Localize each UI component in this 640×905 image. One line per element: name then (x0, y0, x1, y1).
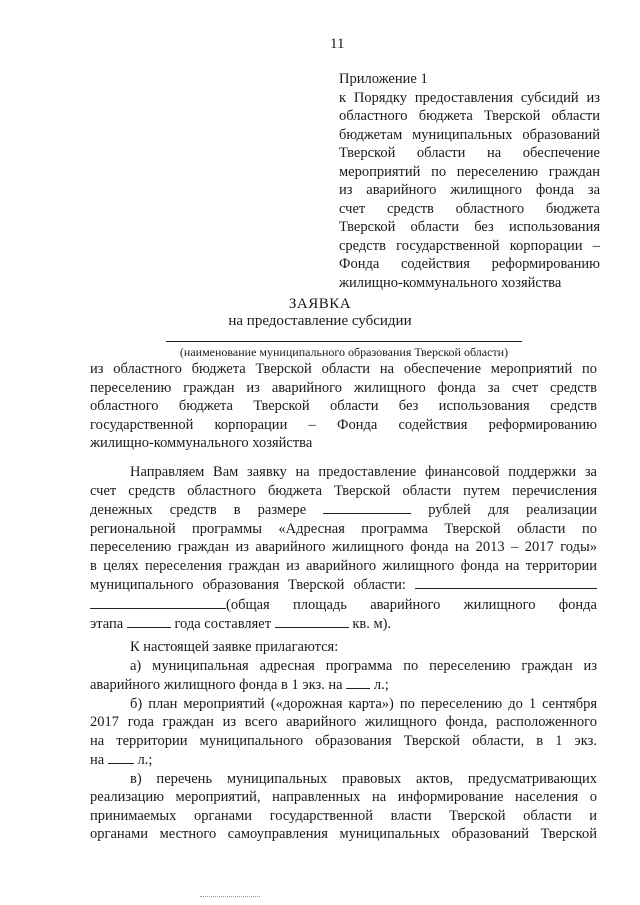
text-line: переселению граждан из аварийного жилищного фонда за счет средств (90, 379, 597, 396)
appendix-header (339, 70, 600, 292)
text-line: Направляем Вам заявку на предоставление финансовой поддержки за (130, 464, 597, 480)
text-fragment: (общая площадь аварийного жилищного фонда (226, 596, 597, 613)
text-line: переселению граждан из аварийного жилищного фонда на 2013 – 2017 годы» (90, 539, 597, 555)
text-fragment: денежных средств в размере (90, 502, 307, 518)
text-fragment: л.; (137, 752, 153, 768)
text-fragment: кв. м). (352, 616, 392, 632)
appendix-line: из аварийного жилищного фонда за (339, 182, 600, 198)
request-paragraph (90, 463, 597, 634)
appendix-line: Приложение 1 (339, 71, 428, 87)
text-line: 2017 года граждан из всего аварийного жилищного фонда, расположенного (90, 714, 597, 730)
intro-paragraph (90, 360, 597, 453)
text-line: реализацию мероприятий, направленных на информирование населения о (90, 789, 597, 805)
sheets-blank[interactable] (346, 675, 370, 689)
amount-blank[interactable] (323, 500, 411, 514)
text-line (90, 614, 597, 634)
text-line (90, 500, 597, 520)
area-blank[interactable] (275, 614, 349, 628)
text-line: органами местного самоуправления муниципальных образований Тверской (90, 826, 597, 842)
text-line: в целях переселения граждан из аварийного жилищного фонда на территории (90, 557, 597, 574)
text-fragment: муниципального образования Тверской области: (90, 577, 406, 593)
attachments-section (90, 638, 597, 844)
text-fragment: рублей для реализации (428, 502, 597, 518)
municipality-name-blank[interactable] (166, 341, 522, 342)
text-line: принимаемых органами государственной власти Тверской области и (90, 807, 597, 824)
text-fragment: на (90, 752, 105, 768)
stage-blank[interactable] (127, 614, 171, 628)
scan-artifact (200, 896, 260, 897)
page-number: 11 (330, 36, 345, 52)
municipality-blank[interactable] (415, 575, 597, 589)
text-fragment: этапа (90, 616, 124, 632)
blank-caption: (наименование муниципального образования Тверской области) (179, 345, 509, 359)
appendix-line: Тверской области на обеспечение (339, 145, 600, 161)
text-line: счет средств областного бюджета Тверской области путем перечисления (90, 482, 597, 499)
text-line: в) перечень муниципальных правовых актов, предусматривающих (130, 770, 597, 787)
appendix-line: жилищно-коммунального хозяйства (339, 274, 562, 291)
text-line: областного бюджета Тверской области без использования средств (90, 398, 597, 414)
appendix-line: областного бюджета Тверской области (339, 108, 600, 124)
appendix-line: средств государственной корпорации – (339, 237, 600, 254)
text-line: б) план мероприятий («дорожная карта») по переселению до 1 сентября (130, 695, 597, 712)
document-title: ЗАЯВКА (288, 296, 352, 312)
text-line (90, 675, 597, 695)
text-line: из областного бюджета Тверской области на обеспечение мероприятий по (90, 361, 597, 377)
appendix-line: мероприятий по переселению граждан (339, 163, 600, 180)
text-line: жилищно-коммунального хозяйства (90, 435, 313, 451)
appendix-line: счет средств областного бюджета (339, 200, 600, 217)
text-line: государственной корпорации – Фонда содействия реформированию (90, 416, 597, 433)
text-line: а) муниципальная адресная программа по переселению граждан из (130, 657, 597, 674)
appendix-line: к Порядку предоставления субсидий из (339, 89, 600, 106)
sheets-blank[interactable] (108, 750, 134, 764)
appendix-line: бюджетам муниципальных образований (339, 126, 600, 143)
text-line (90, 750, 597, 770)
text-line (90, 575, 597, 595)
text-line (90, 595, 597, 615)
text-fragment: л.; (373, 677, 389, 693)
appendix-line: Фонда содействия реформированию (339, 256, 600, 272)
appendix-line: Тверской области без использования (339, 219, 600, 235)
text-line: на территории муниципального образования Тверской области, в 1 экз. (90, 732, 597, 749)
text-fragment: аварийного жилищного фонда в 1 экз. на (90, 677, 343, 693)
municipality-blank-continued[interactable] (90, 595, 226, 609)
text-fragment: года составляет (174, 616, 272, 632)
attachments-heading: К настоящей заявке прилагаются: (130, 639, 339, 655)
document-subtitle: на предоставление субсидии (228, 313, 412, 329)
text-line: региональной программы «Адресная программа Тверской области по (90, 520, 597, 537)
